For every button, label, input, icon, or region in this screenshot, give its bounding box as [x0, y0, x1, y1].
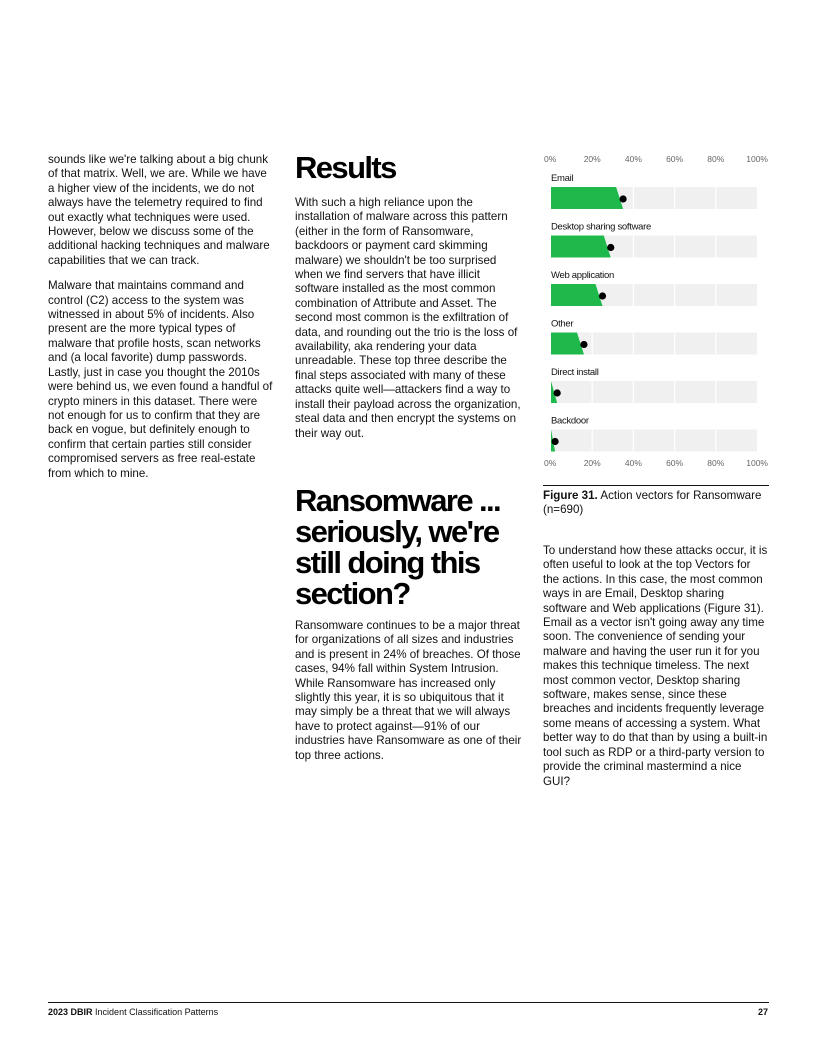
data-point [620, 195, 627, 202]
ransomware-section [295, 619, 523, 774]
category-label: Desktop sharing software [551, 221, 651, 233]
tick-label-bottom: 40% [624, 458, 642, 468]
left-column [48, 153, 274, 492]
data-point [554, 389, 561, 396]
bar [551, 187, 623, 209]
tick-label-top: 60% [666, 154, 684, 164]
footer-divider [48, 1002, 769, 1003]
bar-track [551, 430, 757, 452]
category-label: Backdoor [551, 415, 589, 427]
tick-label-top: 20% [583, 154, 601, 164]
vectors-section [543, 544, 769, 800]
tick-label-top: 40% [624, 154, 642, 164]
category-label: Email [551, 173, 574, 184]
tick-label-bottom: 20% [583, 458, 601, 468]
footer-title [48, 1007, 218, 1017]
tick-label-bottom: 60% [666, 458, 684, 468]
vectors-paragraph: To understand how these attacks occur, it is often useful to look at the top Vectors for the actions. In this case, the most common ways in are Email, Desktop sharing software and Web applications (Figure 31). Email as a vector isn't going away any time soon. The convenience of sending your malware and having the user run it for you makes this technique timeless. The next most common vector, Desktop sharing software, makes sense, since these breaches and incidents frequently leverage some means of accessing a system. What better way to do that than by using a built-in tool such as RDP or a third-party version to provide the criminal mastermind a nice GUI? [543, 544, 768, 788]
tick-label-top: 80% [707, 154, 725, 164]
bar [551, 284, 603, 306]
ransomware-paragraph: Ransomware continues to be a major threat for organizations of all sizes and industries and is present in 24% of breaches. Of those cases, 94% fall within System Intrusion. While Ransomware has increased only slightly this year, it is so ubiquitous that it may simply be a threat that we will always have to protect against—91% of our industries have Ransomware as one of their top three actions. [295, 619, 522, 762]
bar [551, 236, 611, 258]
footer-report: 2023 DBIR [48, 1007, 93, 1017]
bar-track [551, 381, 757, 403]
left-paragraph-2: Malware that maintains command and control (C2) access to the system was witnessed in about 5% of incidents. Also present are the more typical types of malware that profile hosts, scan networks and (a local favorite) dump passwords. Lastly, just in case you thought the 2010s were behind us, we even found a handful of crypto miners in this dataset. There were not enough for us to confirm that they are back en vogue, but definitely enough to confirm that certain parties still consider compromised servers as free real-estate from which to mine. [48, 279, 273, 480]
page-number: 27 [757, 1007, 768, 1017]
data-point [607, 244, 614, 251]
action-vectors-chart [540, 150, 770, 472]
results-paragraph: With such a high reliance upon the installation of malware across this pattern (either in the form of Ransomware, backdoors or payment card skimming malware) we shouldn't be too surprised when we find servers that have illicit software installed as the most common combination of Attribute and Asset. The second most common is the exfiltration of data, and rounding out the trio is the loss of availability, aka rendering your data unreadable. These top three describe the final steps associated with many of these attacks quite well—attackers find a way to install their payload across the organization, steal data and then encrypt the systems on their way out. [295, 196, 521, 440]
results-heading: Results [295, 150, 396, 185]
tick-label-top: 100% [746, 154, 768, 164]
tick-label-top: 0% [544, 154, 557, 164]
data-point [599, 292, 606, 299]
tick-label-bottom: 100% [746, 458, 768, 468]
tick-label-bottom: 0% [544, 458, 557, 468]
ransomware-heading: Ransomware ... seriously, we're still doing this section? [295, 483, 501, 611]
caption-divider [543, 485, 769, 486]
figure-caption [543, 489, 769, 517]
left-paragraph-1: sounds like we're talking about a big chunk of that matrix. Well, we are. While we have a higher view of the incidents, we do not always have the telemetry required to find out exactly what techniques were used. However, below we discuss some of the additional hacking techniques and malware capabilities that we can track. [48, 153, 270, 267]
figure-label: Figure 31. [543, 489, 598, 502]
category-label: Direct install [551, 367, 599, 378]
tick-label-bottom: 80% [707, 458, 725, 468]
category-label: Web application [551, 270, 614, 281]
footer-section: Incident Classification Patterns [95, 1007, 219, 1017]
results-section [295, 196, 523, 452]
figure-title: Action vectors for Ransomware (n=690) [543, 489, 762, 516]
category-label: Other [551, 318, 574, 330]
data-point [552, 438, 559, 445]
data-point [580, 341, 587, 348]
